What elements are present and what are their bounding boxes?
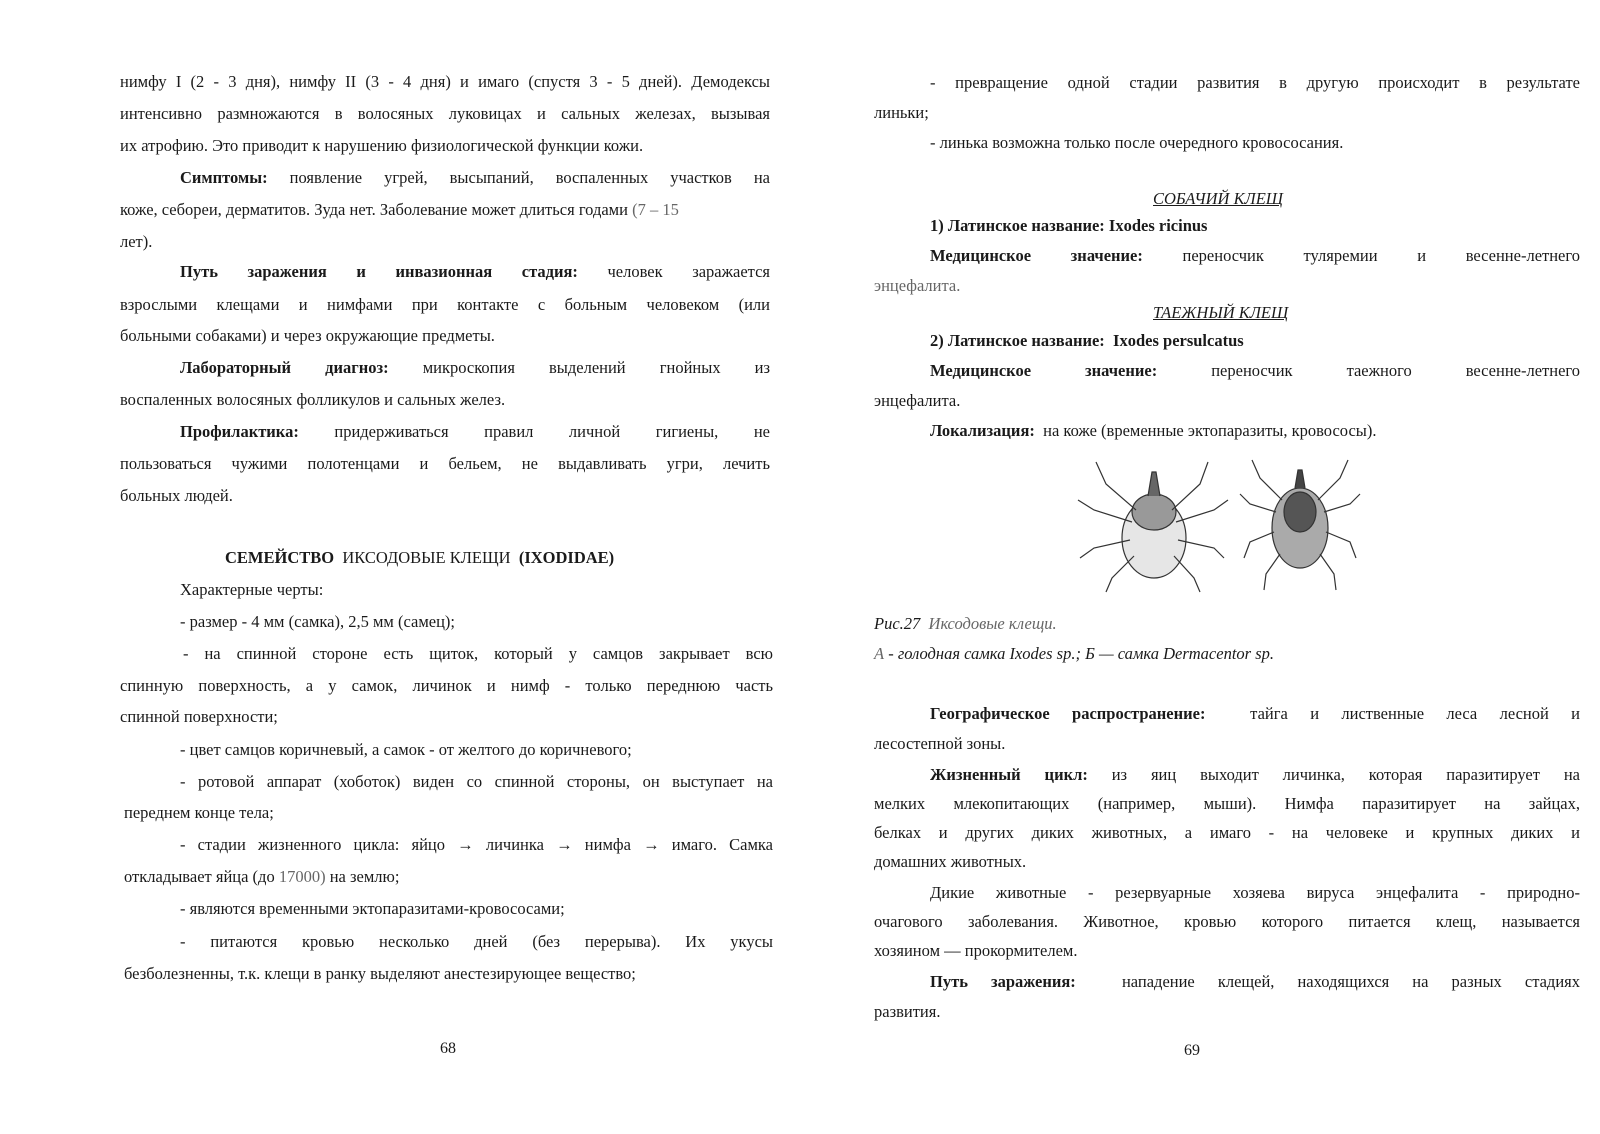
latin-name: Ixodes persulcatus: [1113, 331, 1244, 350]
infection-label: Путь заражения:: [930, 972, 1076, 991]
figure-title: Иксодовые клещи.: [928, 614, 1057, 633]
text-line: энцефалита.: [874, 276, 961, 295]
text-span: откладывает яйца (до: [124, 867, 275, 886]
text-line: [124, 867, 399, 887]
text-line: [120, 200, 679, 220]
latin-label: 1) Латинское название:: [930, 216, 1105, 235]
infection-path-label: Путь заражения и инвазионная стадия:: [180, 262, 578, 281]
text-line: энцефалита.: [874, 391, 961, 410]
infection-line: [930, 972, 1580, 992]
text-line: больными собаками) и через окружающие предметы.: [120, 326, 495, 345]
text-span: тайга и лиственные леса лесной и: [1250, 704, 1580, 723]
prophylaxis-line: [180, 422, 770, 442]
list-item: - стадии жизненного цикла: яйцо → личинка → нимфа → имаго. Самка: [180, 835, 773, 854]
heading-part: СЕМЕЙСТВО: [225, 548, 335, 567]
text-line: безболезненны, т.к. клещи в ранку выделяют анестезирующее вещество;: [124, 964, 636, 983]
tick-a-drawing: [1078, 462, 1228, 592]
text-line: хозяином — прокормителем.: [874, 941, 1078, 960]
geography-line: [930, 704, 1580, 724]
text-span: придерживаться правил личной гигиены, не: [334, 422, 770, 441]
text-line: лет).: [120, 232, 153, 251]
text-line: лесостепной зоны.: [874, 734, 1006, 753]
localization-label: Локализация:: [930, 421, 1035, 440]
geography-label: Географическое распространение:: [930, 704, 1206, 723]
text-line: спинную поверхность, а у самок, личинок и нимф - только переднюю часть: [120, 676, 773, 695]
latin-name: Ixodes ricinus: [1108, 216, 1208, 235]
medical-label: Медицинское значение:: [930, 246, 1143, 265]
list-item: - на спинной стороне есть щиток, который у самцов закрывает всю: [183, 644, 773, 663]
figure-subcaption: [874, 644, 1274, 664]
prophylaxis-label: Профилактика:: [180, 422, 299, 441]
text-line: нимфу I (2 - 3 дня), нимфу II (3 - 4 дня) и имаго (спустя 3 - 5 дней). Демодексы: [120, 72, 770, 91]
list-item: - являются временными эктопаразитами-кровососами;: [180, 899, 565, 918]
text-line: взрослыми клещами и нимфами при контакте с больным человеком (или: [120, 295, 770, 314]
ticks-illustration: [1072, 450, 1372, 595]
list-item: - превращение одной стадии развития в другую происходит в результате: [930, 73, 1580, 92]
localization-line: [930, 421, 1377, 441]
dog-medical-line: [930, 246, 1580, 266]
text-span: микроскопия выделений гнойных из: [422, 358, 771, 377]
heading-part: (IXODIDAE): [518, 548, 615, 567]
list-item: - питаются кровью несколько дней (без перерыва). Их укусы: [180, 932, 773, 951]
dog-latin-line: [930, 216, 1207, 236]
heading-part: ИКСОДОВЫЕ КЛЕЩИ: [342, 548, 511, 567]
text-line: спинной поверхности;: [120, 707, 278, 726]
taiga-tick-title: ТАЕЖНЫЙ КЛЕЩ: [1153, 303, 1289, 322]
text-span: нападение клещей, находящихся на разных стадиях: [1121, 972, 1580, 991]
text-span: появление угрей, высыпаний, воспаленных участков на: [289, 168, 771, 187]
text-line: развития.: [874, 1002, 941, 1021]
page-number: 69: [1184, 1042, 1200, 1059]
text-line: очагового заболевания. Животное, кровью которого питается клещ, называется: [874, 912, 1580, 931]
medical-label: Медицинское значение:: [930, 361, 1158, 380]
dog-tick-title: СОБАЧИЙ КЛЕЩ: [1153, 189, 1283, 208]
list-item: - цвет самцов коричневый, а самок - от желтого до коричневого;: [180, 740, 632, 759]
text-line: мелких млекопитающих (например, мыши). Нимфа паразитирует на зайцах,: [874, 794, 1580, 813]
section-heading: [225, 548, 614, 568]
symptoms-line: [180, 168, 770, 188]
text-span: переносчик таежного весенне-летнего: [1211, 361, 1580, 380]
taiga-latin-line: [930, 331, 1244, 351]
infection-path-line: [180, 262, 770, 282]
text-line: переднем конце тела;: [124, 803, 274, 822]
figure-caption: [874, 614, 1057, 634]
right-page: [800, 0, 1600, 1134]
latin-label: 2) Латинское название:: [930, 331, 1105, 350]
text-line: пользоваться чужими полотенцами и бельем, не выдавливать угри, лечить: [120, 454, 770, 473]
text-line: интенсивно размножаются в волосяных луковицах и сальных железах, вызывая: [120, 104, 770, 123]
text-line: их атрофию. Это приводит к нарушению физиологической функции кожи.: [120, 136, 644, 155]
lab-diagnosis-label: Лабораторный диагноз:: [180, 358, 389, 377]
list-item: - линька возможна только после очередного кровососания.: [930, 133, 1344, 152]
text-line: воспаленных волосяных фолликулов и сальных желез.: [120, 390, 506, 409]
page-number: 68: [440, 1040, 456, 1057]
text-span: - голодная самка Ixodes sp.; Б — самка Dermacentor sp.: [888, 644, 1274, 663]
text-span: коже, себореи, дерматитов. Зуда нет. Заболевание может длиться годами: [120, 200, 628, 219]
text-line: Характерные черты:: [180, 580, 324, 599]
symptoms-label: Симптомы:: [180, 168, 268, 187]
taiga-medical-line: [930, 361, 1580, 381]
text-span: человек заражается: [607, 262, 770, 281]
text-line: белках и других диких животных, а имаго - на человеке и крупных диких и: [874, 823, 1580, 842]
figure-number: Рис.27: [874, 614, 921, 633]
text-span: на землю;: [329, 867, 400, 886]
text-span: А: [874, 644, 885, 663]
text-span: из яиц выходит личинка, которая паразитирует на: [1111, 765, 1580, 784]
text-line: больных людей.: [120, 486, 233, 505]
text-span: 17000): [278, 867, 326, 886]
text-span: переносчик туляремии и весенне-летнего: [1182, 246, 1580, 265]
life-cycle-label: Жизненный цикл:: [930, 765, 1088, 784]
text-line: домашних животных.: [874, 852, 1027, 871]
life-cycle-line: [930, 765, 1580, 785]
text-line: Дикие животные - резервуарные хозяева вируса энцефалита - природно-: [930, 883, 1580, 902]
text-span: на коже (временные эктопаразиты, кровососы).: [1043, 421, 1377, 440]
lab-diagnosis-line: [180, 358, 770, 378]
list-item: - размер - 4 мм (самка), 2,5 мм (самец);: [180, 612, 456, 631]
list-item: - ротовой аппарат (хоботок) виден со спинной стороны, он выступает на: [180, 772, 773, 791]
tick-b-drawing: [1240, 460, 1360, 590]
text-line: линьки;: [874, 103, 929, 122]
text-span: (7 – 15: [632, 200, 679, 219]
